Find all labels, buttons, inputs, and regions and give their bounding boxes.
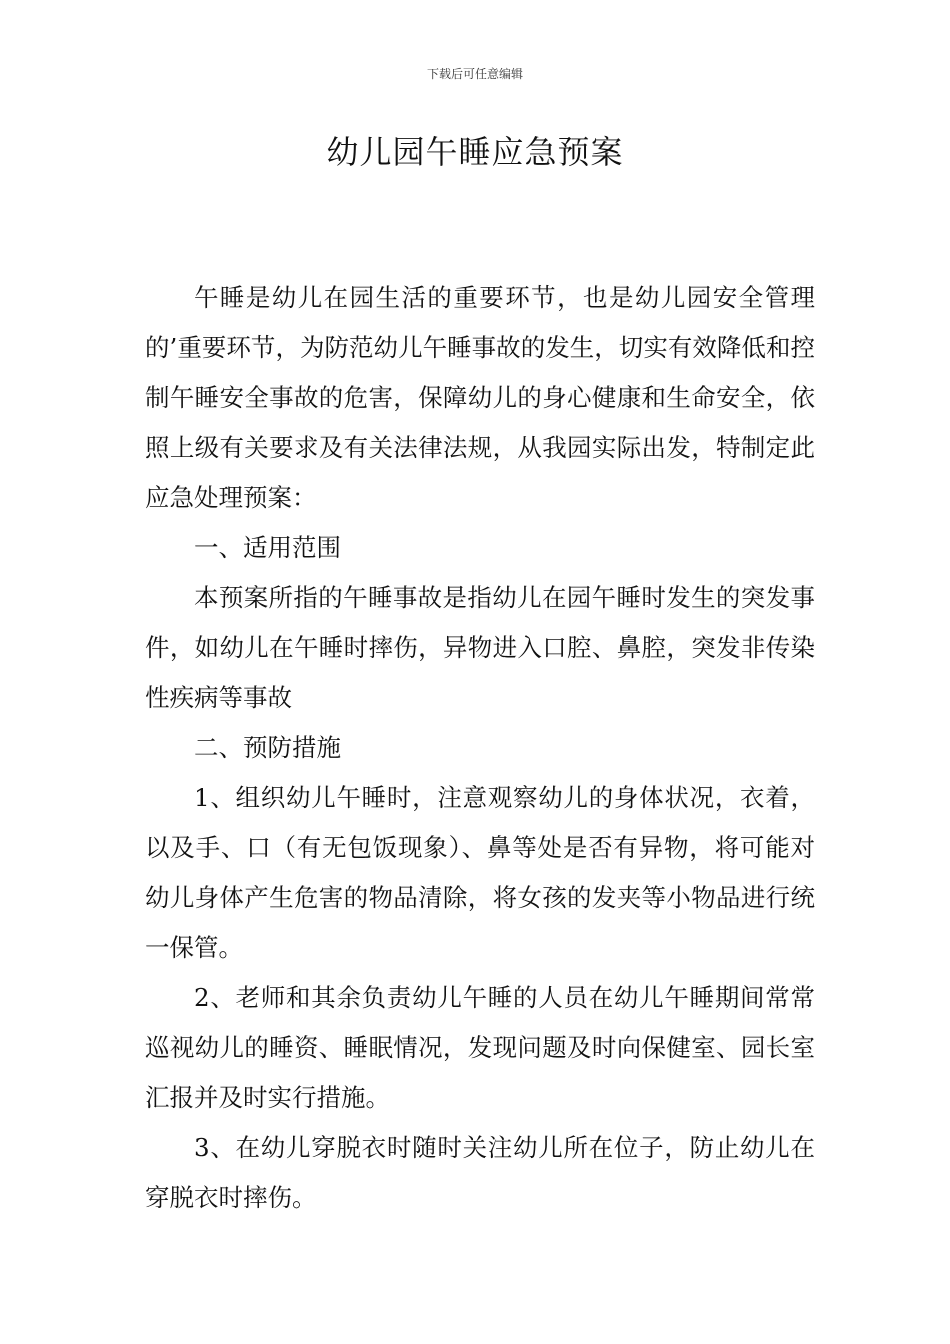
- prevention-item-2: 2、老师和其余负责幼儿午睡的人员在幼儿午睡期间常常巡视幼儿的睡资、睡眠情况，发现问题及时向保健室、园长室汇报并及时实行措施。: [145, 983, 815, 1112]
- intro-paragraph: 午睡是幼儿在园生活的重要环节，也是幼儿园安全管理的’重要环节，为防范幼儿午睡事故的发生，切实有效降低和控制午睡安全事故的危害，保障幼儿的身心健康和生命安全，依照上级有关要求及有关法律法规，从我园实际出发，特制定此应急处理预案：: [145, 283, 815, 512]
- document-title: 幼儿园午睡应急预案: [326, 133, 624, 171]
- scope-paragraph: 本预案所指的午睡事故是指幼儿在园午睡时发生的突发事件，如幼儿在午睡时摔伤，异物进入口腔、鼻腔，突发非传染性疾病等事故: [145, 583, 815, 712]
- document-body: [145, 273, 815, 1223]
- section-heading-prevention: 二、预防措施: [194, 733, 341, 762]
- prevention-item-1: 1、组织幼儿午睡时，注意观察幼儿的身体状况，衣着，以及手、口（有无包饭现象）、鼻等处是否有异物，将可能对幼儿身体产生危害的物品清除，将女孩的发夹等小物品进行统一保管。: [145, 783, 815, 962]
- section-heading-scope: 一、适用范围: [194, 533, 341, 562]
- prevention-item-3: 3、在幼儿穿脱衣时随时关注幼儿所在位子，防止幼儿在穿脱衣时摔伤。: [145, 1133, 815, 1212]
- header-note: 下载后可任意编辑: [426, 67, 523, 81]
